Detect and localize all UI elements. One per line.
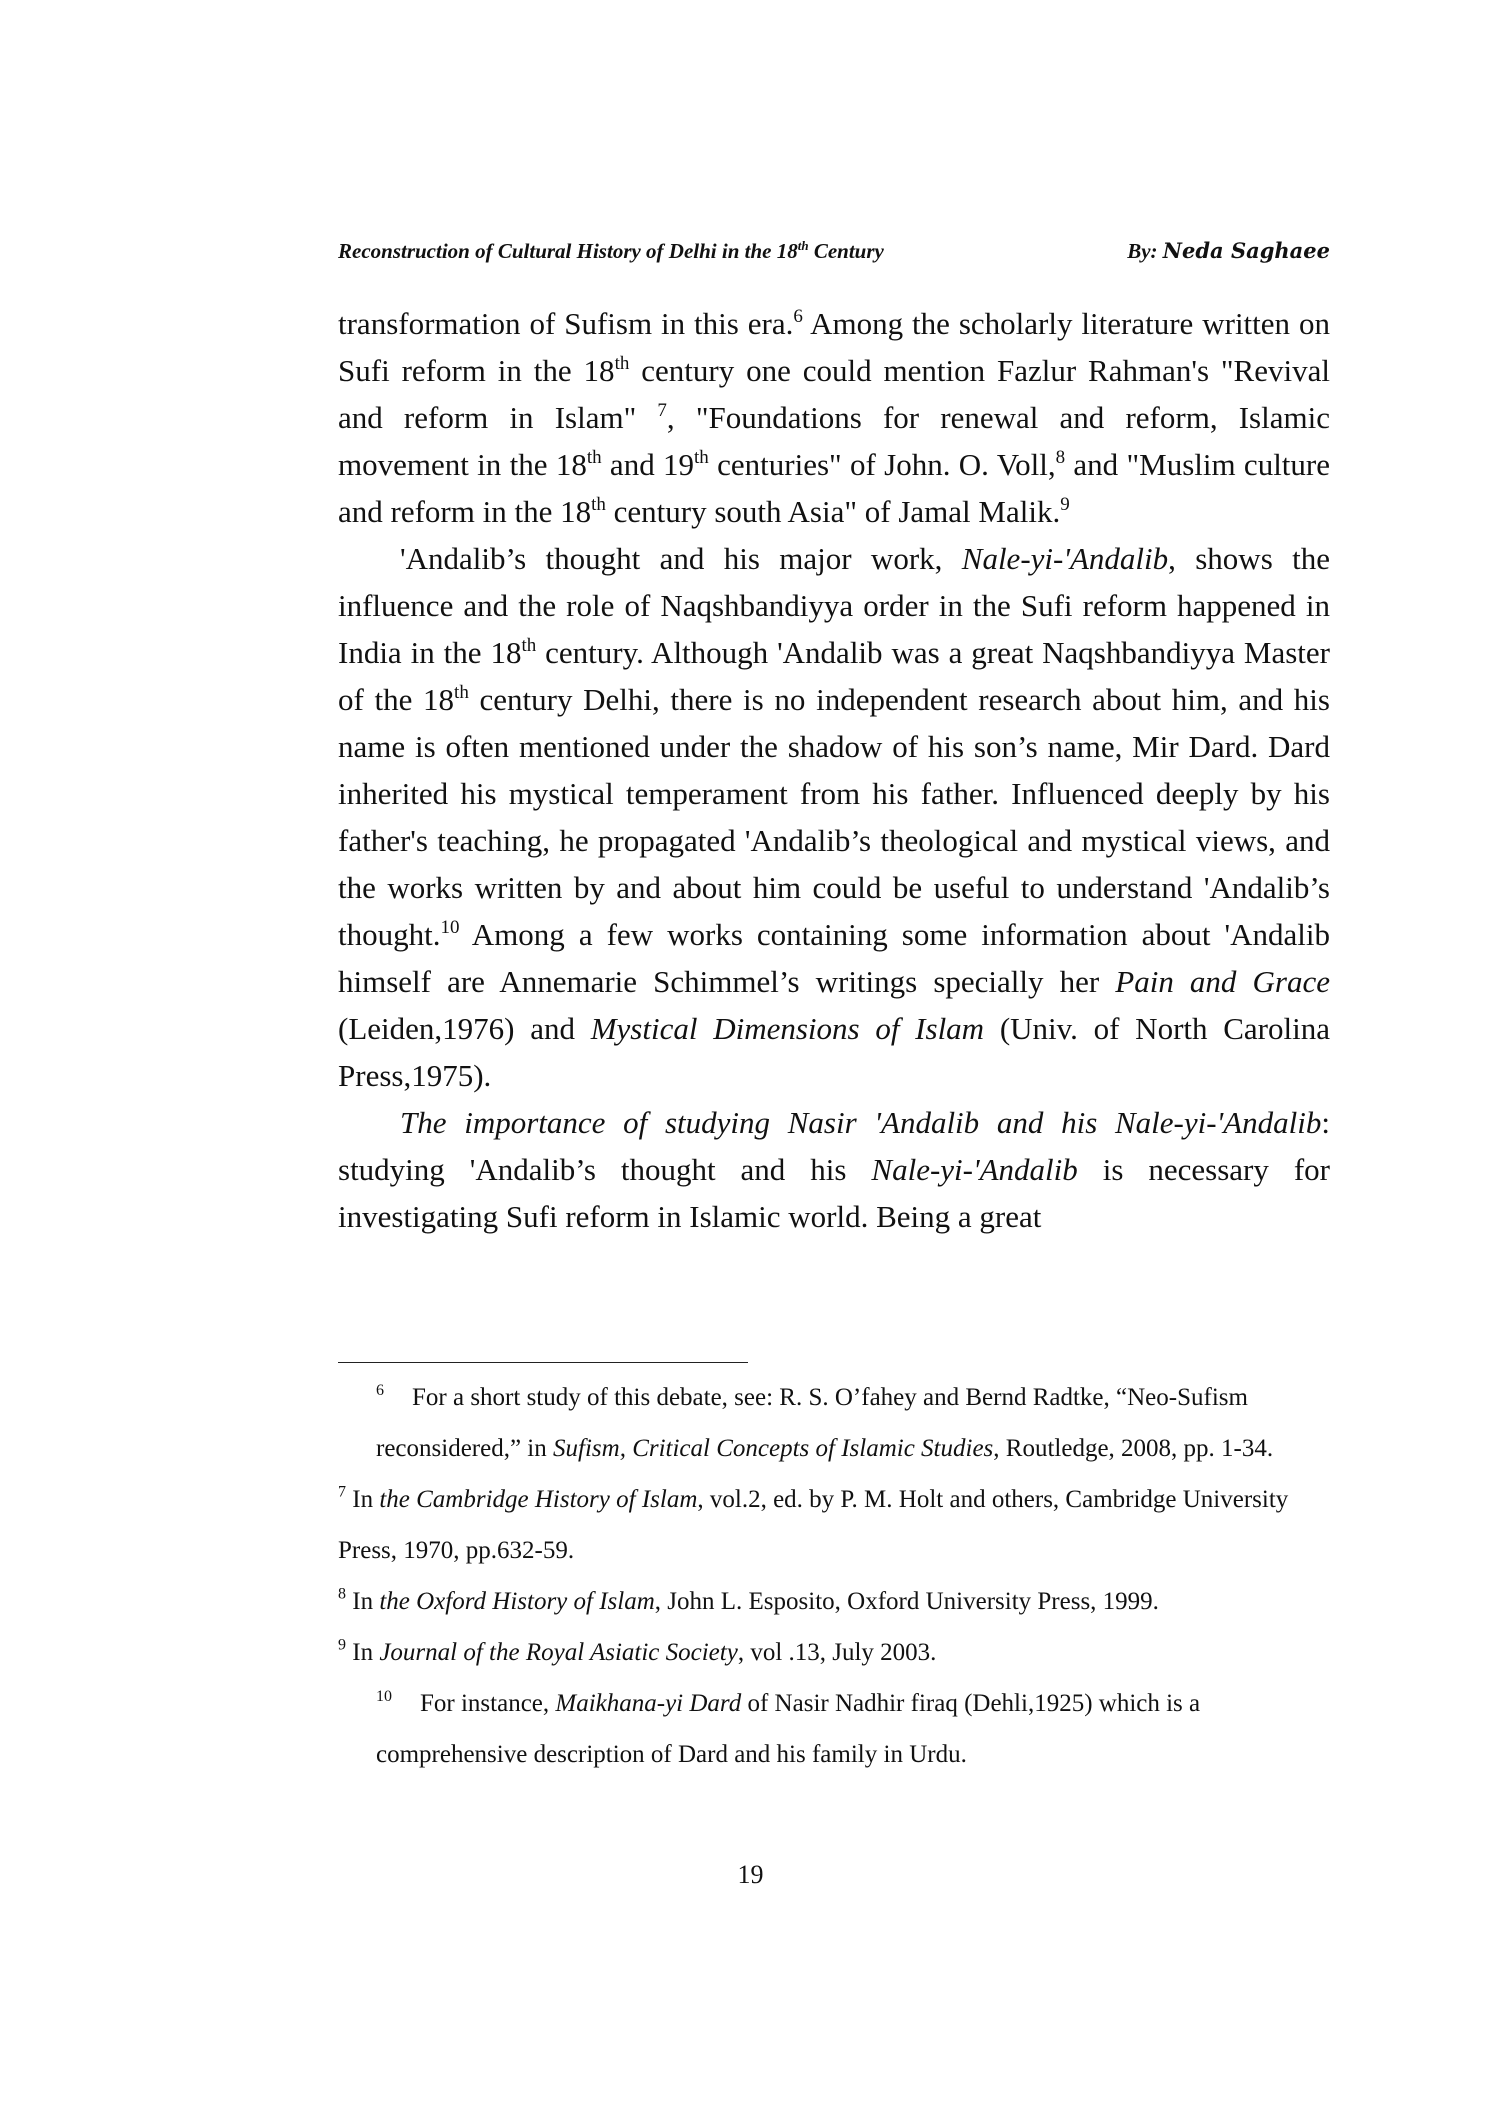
italic-text: Pain and Grace [1115, 964, 1330, 999]
note-reference: th [591, 494, 606, 516]
text-run: , Routledge, 2008, pp. 1-34. [993, 1435, 1274, 1462]
footnote [338, 1372, 1330, 1474]
italic-text: Journal of the Royal Asiatic Society [379, 1639, 738, 1666]
italic-text: Sufism, Critical Concepts of Islamic Studies [553, 1435, 994, 1462]
paragraph [338, 300, 1330, 535]
page-number: 19 [737, 1860, 764, 1889]
note-reference: th [694, 447, 709, 469]
text-run: In [346, 1588, 380, 1615]
footnote [338, 1627, 1330, 1678]
text-run: centuries" of John. O. Voll, [708, 447, 1056, 482]
text-run: transformation of Sufism in this era. [338, 306, 794, 341]
note-reference: 8 [338, 1585, 346, 1603]
header-title: Reconstruction of Cultural History of Delhi in the 18th Century [338, 238, 884, 263]
text-run: For instance, [420, 1690, 556, 1717]
italic-text: the Cambridge History of Islam [379, 1486, 698, 1513]
note-reference: th [521, 635, 537, 657]
text-run: century south Asia" of Jamal Malik. [605, 494, 1061, 529]
note-reference: 10 [376, 1687, 392, 1705]
text-run: and 19 [601, 447, 695, 482]
text-run: : studying 'Andalib’s thought and his [338, 1105, 1330, 1187]
text-run: century. Although 'Andalib was a great Naqshbandiyya Master of the 18 [338, 635, 1330, 717]
text-run: (Univ. of North Carolina Press,1975). [338, 1011, 1330, 1093]
text-run: of Nasir Nadhir firaq (Dehli,1925) which is a comprehensive description of Dard and his family in Urdu. [376, 1690, 1201, 1768]
note-reference: 8 [1055, 447, 1066, 469]
text-run: In [346, 1486, 380, 1513]
note-reference: 6 [793, 306, 803, 328]
text-run: Among a few works containing some information about 'Andalib himself are Annemarie Schimmel’s writings specially her [338, 917, 1330, 999]
author-name: Neda Saghaee [1162, 238, 1330, 263]
footnote [338, 1474, 1330, 1576]
note-reference: 9 [338, 1636, 346, 1654]
header-author: By: Neda Saghaee [1127, 238, 1330, 263]
text-run: and "Muslim culture and reform in the 18 [338, 447, 1331, 529]
italic-text: Maikhana-yi Dard [555, 1690, 742, 1717]
text-run: 'Andalib’s thought and his major work, [400, 541, 962, 576]
text-run: , shows the influence and the role of Naqshbandiyya order in the Sufi reform happened in India in the 18 [338, 541, 1330, 670]
paragraph [338, 535, 1330, 1099]
body-text [338, 300, 1330, 1240]
footnote [338, 1678, 1330, 1780]
text-run: , John L. Esposito, Oxford University Press, 1999. [654, 1588, 1159, 1615]
text-run: century Delhi, there is no independent research about him, and his name is often mentioned under the shadow of his son’s name, Mir Dard. Dard inherited his mystical temperament from his father. Influenced deeply by his father's teaching, he propagated 'Andalib’s theological and mystical views, and the works written by and about him could be useful to understand 'Andalib’s thought. [338, 682, 1330, 952]
note-reference: 7 [657, 400, 667, 422]
text-run: , "Foundations for renewal and reform, Islamic movement in the 18 [338, 400, 1330, 482]
note-reference: th [454, 682, 469, 704]
text-run: In [346, 1639, 380, 1666]
note-reference: 7 [338, 1483, 346, 1501]
text-run: century one could mention Fazlur Rahman's "Revival and reform in Islam" [338, 353, 1330, 435]
text-run: Among the scholarly literature written on Sufi reform in the 18 [338, 306, 1330, 388]
note-reference: 10 [440, 917, 460, 939]
footnote-separator [338, 1362, 748, 1363]
note-reference: th [586, 447, 602, 469]
text-run: , vol.2, ed. by P. M. Holt and others, Cambridge University Press, 1970, pp.632-59. [338, 1486, 1289, 1564]
italic-text: the Oxford History of Islam [379, 1588, 655, 1615]
italic-text: Nale-yi-'Andalib [871, 1152, 1078, 1187]
italic-text: Mystical Dimensions of Islam [590, 1011, 985, 1046]
footnote [338, 1576, 1330, 1627]
text-run: For a short study of this debate, see: R. S. O’fahey and Bernd Radtke, “Neo-Sufism reconsidered,” in [376, 1384, 1248, 1462]
note-reference: th [614, 353, 630, 375]
footnotes [338, 1372, 1330, 1780]
note-reference: 6 [376, 1381, 384, 1399]
paragraph [338, 1099, 1330, 1240]
text-run: (Leiden,1976) and [338, 1011, 591, 1046]
text-run: , vol .13, July 2003. [737, 1639, 937, 1666]
note-reference: 9 [1060, 494, 1070, 516]
italic-text: Nale-yi-'Andalib [961, 541, 1169, 576]
italic-text: The importance of studying Nasir 'Andalib and his Nale-yi-'Andalib [400, 1105, 1322, 1140]
text-run: is necessary for investigating Sufi reform in Islamic world. Being a great [338, 1152, 1330, 1234]
